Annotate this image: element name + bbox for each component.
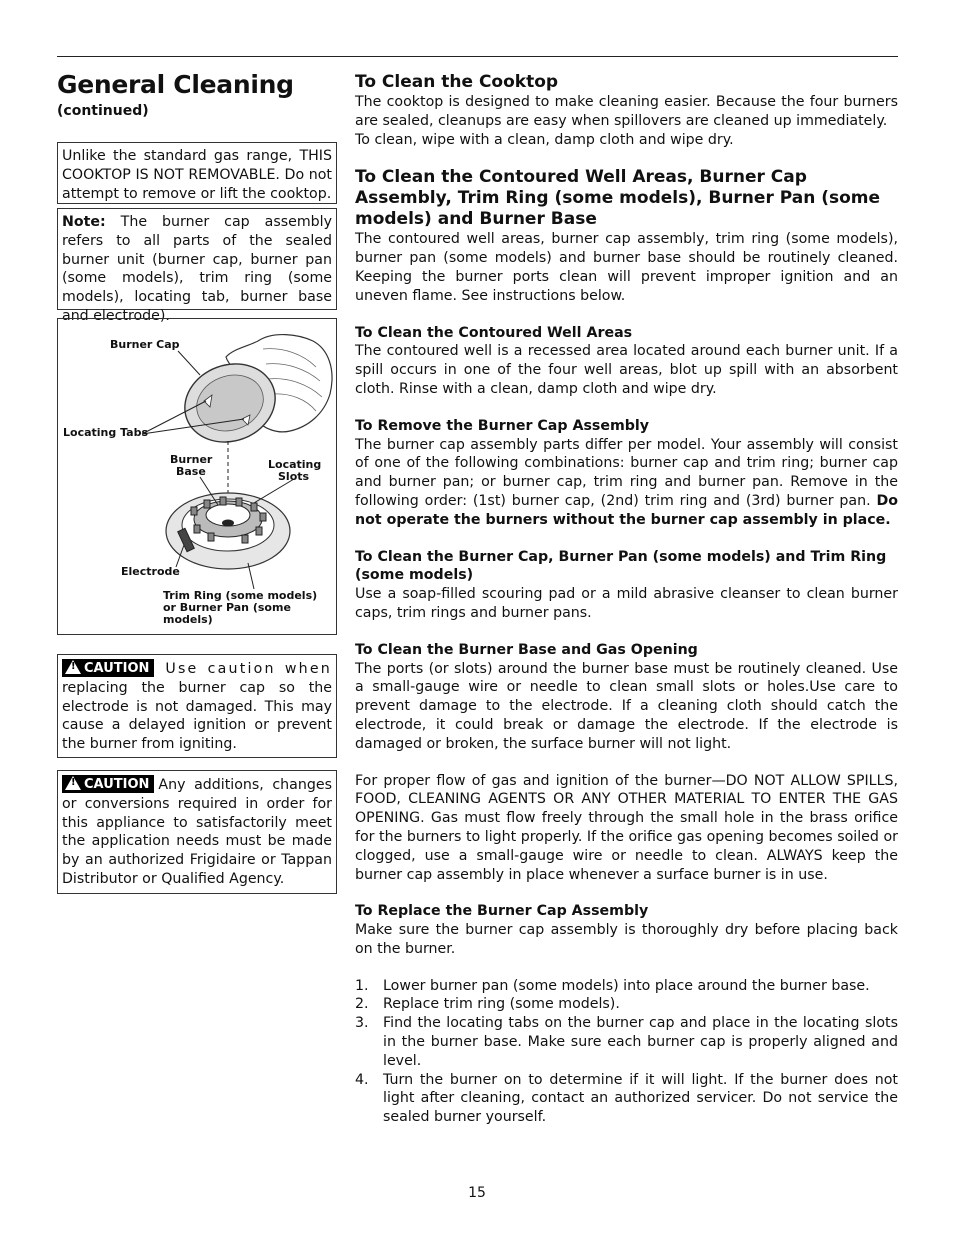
list-item [355,995,898,1014]
para-cooktop-1: The cooktop is designed to make cleaning easier. Because the four burners are sealed, cleanups are easy when spillovers are cleaned up immediately. [355,94,898,129]
left-column [57,70,337,887]
heading-well-areas: To Clean the Contoured Well Areas [355,324,633,341]
heading-remove-cap: To Remove the Burner Cap Assembly [355,417,650,434]
caution-label: CAUTION [84,777,150,792]
note-text: The burner cap assembly refers to all parts of the sealed burner unit (burner cap, burner pan (some models), trim ring (some models), locating tab, burner base and electrode). [62,214,332,324]
caution2-text: Any additions, changes or conversions required in order for this appliance to satisfactorily meet the application needs must be made by an authorized Frigidaire or Tappan Distributor or Qualified Agency. [62,777,332,887]
label-locating-slots-2: Slots [278,470,310,483]
caution1-text: replacing the burner cap so the electrode is not damaged. This may cause a delayed ignition or prevent the burner from igniting. [62,679,332,753]
heading-clean-cooktop: To Clean the Cooktop [355,72,559,92]
label-locating-tabs: Locating Tabs [63,426,149,439]
note-box [57,208,337,324]
burner-diagram [57,318,337,635]
para-gas-flow: For proper flow of gas and ignition of the burner—DO NOT ALLOW SPILLS, FOOD, CLEANING AGENTS OR ANY OTHER MATERIAL TO ENTER THE GAS OPENING. Gas must flow freely through the small hole in the brass orifice for the burners to light properly. If the orifice gas opening becomes soiled or clogged, use a small-gauge wire or needle to clean. ALWAYS keep the burner cap assembly in place whenever a surface burner is in use. [355,772,898,883]
step-number: 4. [355,1071,369,1088]
replace-steps-list [355,977,898,1127]
label-trim-ring-2: or Burner Pan (some models) [163,601,291,626]
step-number: 3. [355,1015,369,1032]
heading-replace-cap: To Replace the Burner Cap Assembly [355,903,649,920]
list-item [355,1071,898,1127]
step-number: 2. [355,996,369,1013]
label-burner-base-1: Burner [170,453,213,466]
para-well: The contoured well is a recessed area located around each burner unit. If a spill occurs in one of the four well areas, blot up spill with an absorbent cloth. Rinse with a clean, damp cloth and wipe dry. [355,343,898,397]
label-burner-base-2: Base [176,465,206,478]
para-cooktop-2: To clean, wipe with a clean, damp cloth and wipe dry. [355,131,734,148]
continued-label: (continued) [57,103,149,119]
label-burner-cap: Burner Cap [110,338,180,351]
caution-badge [62,775,154,793]
note-label: Note: [62,214,106,230]
step-number: 1. [355,977,369,994]
heading-clean-base: To Clean the Burner Base and Gas Opening [355,641,698,658]
list-item [355,977,898,996]
para-remove [355,436,898,530]
label-electrode: Electrode [121,565,180,578]
caution-label: CAUTION [84,661,150,676]
warning-icon [65,776,81,790]
top-rule [57,56,898,57]
right-column [355,72,898,1127]
para-cap: Use a soap-filled scouring pad or a mild abrasive cleanser to clean burner caps, trim rings and burner pans. [355,586,898,621]
step-text: Turn the burner on to determine if it will light. If the burner does not light after cleaning, contact an authorized servicer. Do not service the sealed burner yourself. [383,1071,898,1126]
para-remove-warning: Do not operate the burners without the burner cap assembly in place. [355,492,898,528]
step-text: Find the locating tabs on the burner cap and place in the locating slots in the burner base. Make sure each burner cap is properly aligned and level. [383,1015,898,1069]
step-text: Replace trim ring (some models). [383,996,620,1013]
heading-clean-cap: To Clean the Burner Cap, Burner Pan (some models) and Trim Ring (some models) [355,548,887,584]
caution-badge [62,659,154,677]
heading-contoured-areas: To Clean the Contoured Well Areas, Burner Cap Assembly, Trim Ring (some models), Burner Pan (some models) and Burner Base [355,167,881,230]
para-contoured: The contoured well areas, burner cap assembly, trim ring (some models), burner pan (some models) and burner base should be routinely cleaned. Keeping the burner ports clean will prevent improper ignition and an uneven flame. See instructions below. [355,231,898,304]
step-text: Lower burner pan (some models) into place around the burner base. [383,977,870,994]
not-removable-notice: Unlike the standard gas range, THIS COOKTOP IS NOT REMOVABLE. Do not attempt to remove or lift the cooktop. [57,142,337,204]
para-base: The ports (or slots) around the burner base must be routinely cleaned. Use a small-gauge wire or needle to clean small slots or holes.Use care to prevent damage to the electrode. If a cleaning cloth should catch the electrode, it could break or damage the electrode. If the electrode is damaged or broken, the surface burner will not light. [355,660,898,752]
page-number: 15 [468,1185,486,1201]
caution-box-electrode [57,654,337,758]
caution-box-conversions [57,770,337,894]
label-locating-slots-1: Locating [268,458,322,471]
caution1-lead: Use caution when [165,661,332,677]
para-remove-text: The burner cap assembly parts differ per model. Your assembly will consist of one of the following combinations: burner cap and trim ring; burner cap and burner pan; or burner cap, trim ring and burner pan. Remove in the following order: (1st) burner cap, (2nd) trim ring and (3rd) burner pan. [355,436,898,509]
para-replace: Make sure the burner cap assembly is thoroughly dry before placing back on the burner. [355,922,898,957]
warning-icon [65,660,81,674]
list-item [355,1014,898,1070]
label-trim-ring-1: Trim Ring (some models) [163,589,318,602]
page-title: General Cleaning [57,70,294,99]
